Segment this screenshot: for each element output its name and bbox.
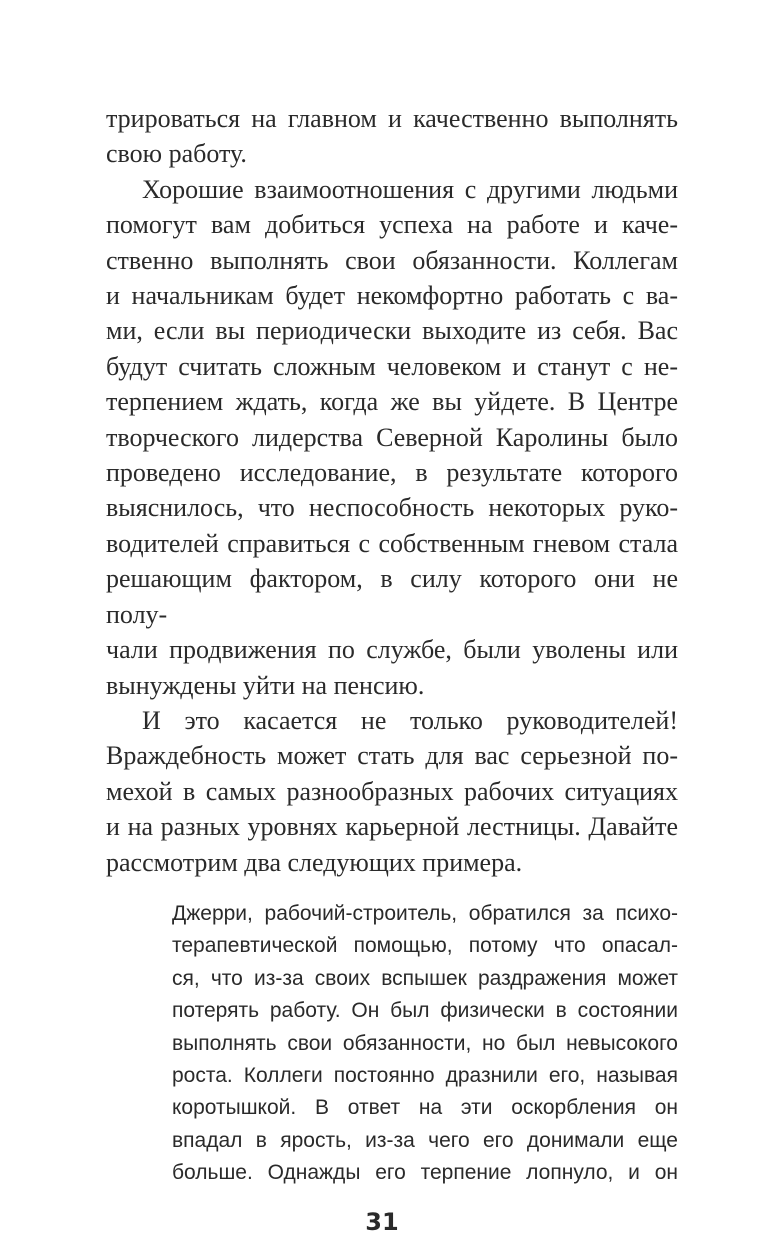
text-line: Хорошие взаимоотношения с другими людьми xyxy=(142,174,678,204)
text-line: потерять работу. Он был физически в состоянии xyxy=(172,999,678,1023)
text-line: выполнять свои обязанности, но был невысокого xyxy=(172,1031,678,1055)
text-line: мехой в самых разнообразных рабочих ситуациях xyxy=(106,776,678,806)
text-line: помогут вам добиться успеха на работе и каче- xyxy=(106,210,678,240)
text-line: терпением ждать, когда же вы уйдете. В Центре xyxy=(106,387,678,417)
text-line: Враждебность может стать для вас серьезной по- xyxy=(106,741,678,771)
paragraph xyxy=(106,101,678,172)
text-line: больше. Однажды его терпение лопнуло, и он xyxy=(172,1161,678,1185)
text-line: творческого лидерства Северной Каролины было xyxy=(106,422,678,452)
text-line: проведено исследование, в результате которого xyxy=(106,458,678,488)
text-line: рассмотрим два следующих примера. xyxy=(106,847,523,877)
text-line: вынуждены уйти на пенсию. xyxy=(106,670,425,700)
text-line: трироваться на главном и качественно выполнять xyxy=(106,104,678,133)
text-line: свою работу. xyxy=(106,139,247,169)
body-text xyxy=(106,101,678,880)
text-line: выяснилось, что неспособность некоторых руко- xyxy=(106,493,678,523)
text-line: ми, если вы периодически выходите из себя. Вас xyxy=(106,316,678,346)
text-line: терапевтической помощью, потому что опасал- xyxy=(172,934,678,958)
text-line: чали продвижения по службе, были уволены или xyxy=(106,635,678,665)
text-line: будут считать сложным человеком и станут с не- xyxy=(106,351,678,381)
example-text xyxy=(172,898,678,1190)
paragraph xyxy=(106,703,678,880)
text-line: коротышкой. В ответ на эти оскорбления он xyxy=(172,1096,678,1120)
page-number: 31 xyxy=(365,1207,399,1236)
text-line: Джерри, рабочий-строитель, обратился за психо- xyxy=(172,901,678,925)
text-line: решающим фактором, в силу которого они не полу- xyxy=(106,564,678,629)
text-line: И это касается не только руководителей! xyxy=(142,705,678,735)
text-line: роста. Коллеги постоянно дразнили его, называя xyxy=(172,1063,678,1087)
text-line: водителей справиться с собственным гневом стала xyxy=(106,528,678,558)
text-line: и начальникам будет некомфортно работать с ва- xyxy=(106,281,678,311)
text-line: и на разных уровнях карьерной лестницы. Давайте xyxy=(106,812,678,842)
paragraph xyxy=(106,172,678,703)
text-line: ся, что из-за своих вспышек раздражения может xyxy=(172,966,678,990)
text-line: впадал в ярость, из-за чего его донимали еще xyxy=(172,1128,678,1152)
text-line: ственно выполнять свои обязанности. Коллегам xyxy=(106,245,678,275)
